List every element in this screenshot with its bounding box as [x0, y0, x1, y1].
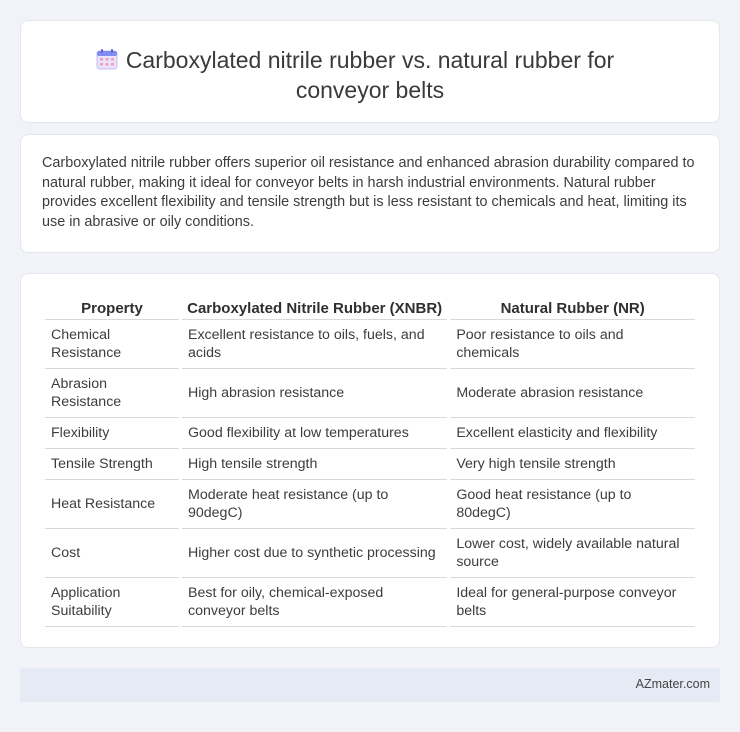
cell-nr: Good heat resistance (up to 80degC): [450, 480, 695, 529]
title-card: [20, 20, 720, 123]
header-xnbr: Carboxylated Nitrile Rubber (XNBR): [182, 294, 447, 320]
table-row: [45, 480, 695, 529]
cell-xnbr: Moderate heat resistance (up to 90degC): [182, 480, 447, 529]
page-title-line-1: Carboxylated nitrile rubber vs. natural rubber for: [125, 47, 615, 73]
cell-nr: Ideal for general-purpose conveyor belts: [450, 578, 695, 627]
table-row: [45, 369, 695, 418]
header-nr: Natural Rubber (NR): [450, 294, 695, 320]
comparison-table: [42, 294, 698, 627]
table-row: [45, 418, 695, 449]
cell-property: Chemical Resistance: [45, 320, 179, 369]
header-property: Property: [45, 294, 179, 320]
table-row: [45, 529, 695, 578]
table-row: [45, 578, 695, 627]
footer-brand: AZmater.com: [635, 677, 710, 691]
table-row: [45, 449, 695, 480]
cell-property: Application Suitability: [45, 578, 179, 627]
table-header-row: [45, 294, 695, 320]
cell-xnbr: Higher cost due to synthetic processing: [182, 529, 447, 578]
cell-xnbr: High abrasion resistance: [182, 369, 447, 418]
cell-xnbr: Best for oily, chemical-exposed conveyor belts: [182, 578, 447, 627]
cell-nr: Very high tensile strength: [450, 449, 695, 480]
summary-card: [20, 134, 720, 253]
table-card: [20, 273, 720, 648]
cell-property: Heat Resistance: [45, 480, 179, 529]
cell-property: Cost: [45, 529, 179, 578]
table-row: [45, 320, 695, 369]
cell-property: Tensile Strength: [45, 449, 179, 480]
page-title: [21, 45, 719, 105]
page-title-line-2: conveyor belts: [295, 77, 445, 103]
cell-xnbr: Good flexibility at low temperatures: [182, 418, 447, 449]
footer-bar: [20, 668, 720, 702]
cell-nr: Poor resistance to oils and chemicals: [450, 320, 695, 369]
cell-nr: Moderate abrasion resistance: [450, 369, 695, 418]
cell-property: Flexibility: [45, 418, 179, 449]
cell-xnbr: Excellent resistance to oils, fuels, and acids: [182, 320, 447, 369]
cell-xnbr: High tensile strength: [182, 449, 447, 480]
cell-nr: Lower cost, widely available natural source: [450, 529, 695, 578]
summary-text: Carboxylated nitrile rubber offers superior oil resistance and enhanced abrasion durability compared to natural rubber, making it ideal for conveyor belts in harsh industrial environments. Natural rubber provides excellent flexibility and tensile strength but is less resistant to chemicals and heat, limiting its use in abrasive or oily conditions.: [42, 155, 695, 230]
cell-property: Abrasion Resistance: [45, 369, 179, 418]
cell-nr: Excellent elasticity and flexibility: [450, 418, 695, 449]
